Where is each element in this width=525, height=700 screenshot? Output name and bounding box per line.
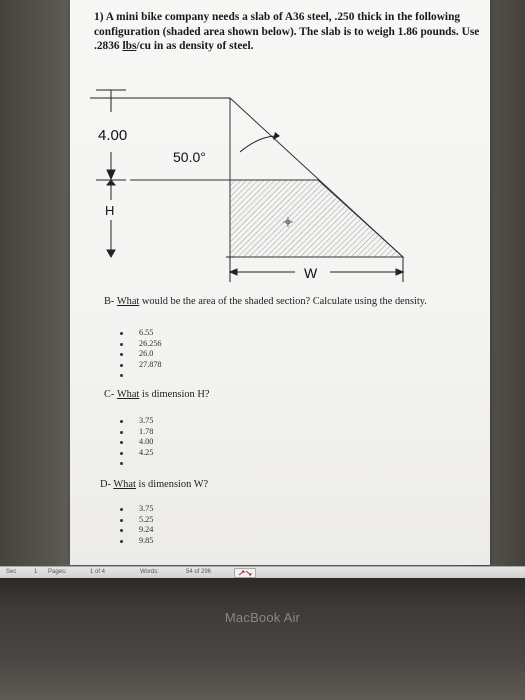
option-c-3[interactable]: 4.00 — [120, 437, 153, 448]
option-c-2[interactable]: 1.78 — [120, 427, 153, 438]
brand-logo: MacBook Air — [224, 610, 301, 625]
document-page — [70, 0, 490, 565]
part-d-text: is dimension W? — [135, 479, 209, 490]
part-d-what: What — [113, 479, 136, 490]
question-suffix: /cu in as density of steel. — [136, 40, 254, 52]
part-c-what: What — [116, 389, 140, 400]
part-c-text: is dimension H? — [139, 389, 210, 400]
shaded-region — [230, 180, 403, 257]
status-pages-value: 1 of 4 — [90, 569, 106, 575]
question-unit: lbs — [122, 40, 137, 52]
option-d-2[interactable]: 5.25 — [120, 515, 153, 526]
part-c-prefix: C- — [104, 389, 117, 400]
status-pages-label: Pages: — [48, 569, 67, 575]
part-d-prefix: D- — [100, 479, 114, 490]
status-sec-label: Sec — [6, 569, 17, 575]
part-b-what: What — [116, 296, 140, 307]
part-b-text: would be the area of the shaded section? Calculate using the density. — [139, 296, 427, 307]
height-label: 4.00 — [98, 127, 128, 144]
option-d-1[interactable]: 3.75 — [120, 504, 153, 515]
status-sec-value: 1 — [34, 569, 38, 575]
angle-label: 50.0° — [173, 149, 206, 165]
option-d-3[interactable]: 9.24 — [120, 525, 153, 536]
option-b-1[interactable]: 6.55 — [120, 328, 162, 339]
part-d-options — [120, 504, 153, 546]
option-b-4[interactable]: 27.878 — [120, 360, 162, 371]
angle-arc — [240, 132, 280, 152]
laptop-bezel — [0, 578, 525, 700]
option-b-2[interactable]: 26.256 — [120, 339, 162, 350]
option-c-4[interactable]: 4.25 — [120, 448, 153, 459]
question-prefix: 1) A mini bike company needs a slab of A36 steel, .250 thick in the following configuration (shaded area shown below). The slab is to weigh 1.86 pounds. Use .2836 — [94, 11, 480, 52]
option-c-1[interactable]: 3.75 — [120, 416, 153, 427]
option-b-3[interactable]: 26.0 — [120, 349, 162, 360]
part-b-prefix: B- — [104, 296, 117, 307]
part-c-options — [120, 416, 153, 458]
status-words-value: 54 of 296 — [186, 569, 212, 575]
track-changes-icon[interactable] — [234, 568, 256, 578]
part-c-heading — [104, 389, 209, 400]
slab-diagram — [90, 82, 430, 292]
part-d-heading — [100, 479, 208, 490]
part-b-heading — [104, 296, 427, 307]
part-b-options — [120, 328, 162, 370]
status-words-label: Words: — [140, 569, 159, 575]
question-text — [94, 10, 484, 54]
option-d-4[interactable]: 9.85 — [120, 536, 153, 547]
w-label: W — [304, 265, 318, 281]
h-label: H — [105, 203, 115, 218]
